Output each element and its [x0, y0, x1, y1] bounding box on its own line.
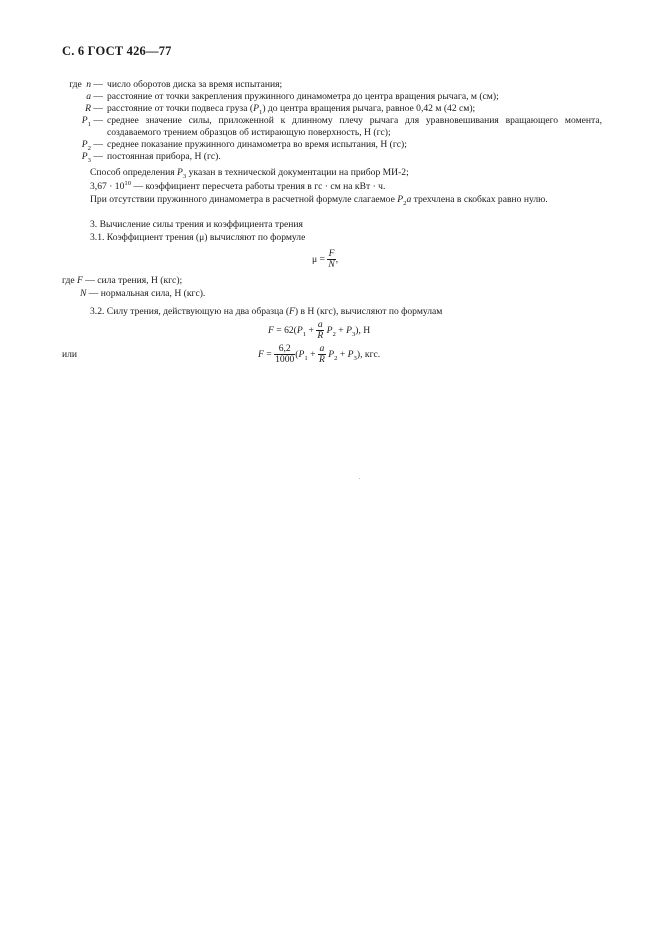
- formula2-unit: кгс.: [364, 349, 381, 361]
- section-3-heading: 3. Вычисление силы трения и коэффициента трения: [90, 219, 303, 230]
- or-label: или: [62, 349, 78, 360]
- formula-mu-tail: ,: [335, 254, 339, 266]
- definition-item: [62, 103, 602, 115]
- definition-text: постоянная прибора, Н (гс).: [107, 150, 221, 162]
- definition-symbol: $P_2$ —: [81, 138, 103, 152]
- definition-text: среднее значение силы, приложенной к длинному плечу рычага для уравновешивания вращающего момента, создаваемого трением образцов об истирающую поверхность, Н (гс);: [107, 114, 602, 138]
- definition-intro: где: [69, 79, 82, 90]
- definition-item: [62, 115, 602, 139]
- formula-mu-numerator: F: [328, 248, 335, 259]
- formula-friction-newton: $F = 62(P_1$ + $\frac{a}{R}$ $P_2 + P_3$), Н: [268, 319, 371, 342]
- p3-method-paragraph: Способ определения $P_3$ указан в технической документации на прибор МИ-2;: [90, 167, 409, 180]
- section-3-2-paragraph: 3.2. Силу трения, действующую на два образца (F) в Н (кгс), вычисляют по формулам: [90, 306, 443, 317]
- definitions-list: [62, 79, 602, 163]
- coefficient-exponent: 10: [124, 179, 132, 187]
- section-3-1-paragraph: 3.1. Коэффициент трения (μ) вычисляют по формуле: [90, 232, 306, 243]
- definition-symbol: где n —: [69, 79, 103, 90]
- definition-text: число оборотов диска за время испытания;: [107, 79, 283, 90]
- formula-mu: [312, 249, 338, 271]
- definition-text: среднее показание пружинного динамометра во время испытания, Н (гс);: [107, 138, 407, 150]
- definition-text: расстояние от точки закрепления пружинного динамометра до центра вращения рычага, м (см);: [107, 90, 499, 102]
- where-F-line: где F — сила трения, Н (кгс);: [62, 275, 183, 286]
- formula1-unit: Н: [363, 325, 371, 337]
- coefficient-text: — коэффициент пересчета работы трения в гс · см на кВт · ч.: [131, 181, 386, 192]
- definition-item: [62, 139, 602, 151]
- page-speck: [359, 478, 360, 479]
- definition-item: [62, 91, 602, 103]
- formula-friction-kgf: F = $\frac{6,2}{1000}$ ($P_1$ + $\frac{a}{R}$ $P_2 + P_3$), кгс.: [258, 343, 381, 366]
- definition-symbol: R —: [85, 102, 103, 114]
- definition-item: [62, 79, 602, 91]
- formula2-fraction: $\frac{a}{R}$: [318, 343, 325, 366]
- formula1-fraction: $\frac{a}{R}$: [317, 319, 324, 342]
- coefficient-value: 3,67 · 10: [90, 181, 125, 192]
- formula2-coef-fraction: $\frac{6,2}{1000}$: [275, 343, 295, 366]
- definition-text: расстояние от точки подвеса груза $(P_1)$ до центра вращения рычага, равное 0,42 м (42 см);: [107, 102, 476, 116]
- formula-mu-lhs: μ =: [312, 254, 325, 266]
- where-N-line: N — нормальная сила, Н (кгс).: [80, 288, 206, 299]
- coefficient-paragraph: [62, 181, 600, 193]
- definition-symbol: $P_1$ —: [81, 114, 103, 128]
- formula-mu-denominator: N: [328, 259, 335, 271]
- definition-symbol: $P_3$ —: [81, 150, 103, 164]
- definition-item: [62, 151, 602, 163]
- definition-symbol: a —: [86, 90, 103, 102]
- absence-paragraph: При отсутствии пружинного динамометра в расчетной формуле слагаемое $P_2a$ трехчлена в скобках равно нулю.: [90, 194, 548, 207]
- page-header: С. 6 ГОСТ 426—77: [62, 44, 172, 58]
- formula-mu-fraction: [327, 249, 335, 271]
